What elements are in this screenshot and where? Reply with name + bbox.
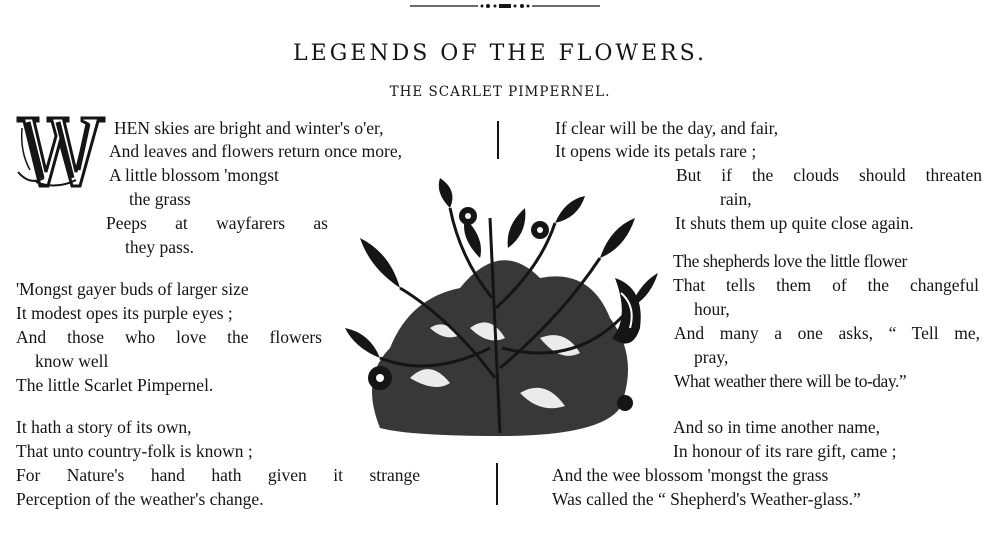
- pimpernel-plant-icon: [340, 178, 660, 440]
- page-title: LEGENDS OF THE FLOWERS.: [293, 41, 707, 66]
- column-rule: [497, 121, 499, 159]
- poem-line: know well: [35, 351, 109, 371]
- poem-line: 'Mongst gayer buds of larger size: [16, 279, 249, 299]
- poem-line: It shuts them up quite close again.: [675, 213, 914, 233]
- poem-line: The little Scarlet Pimpernel.: [16, 375, 214, 395]
- poem-line: It opens wide its petals rare ;: [555, 141, 757, 161]
- poem-line: pray,: [694, 347, 729, 367]
- poem-line: they pass.: [125, 237, 195, 257]
- poem-line: That tells them of the changeful: [673, 275, 979, 295]
- poem-line: For Nature's hand hath given it strange: [16, 465, 420, 485]
- poem-line: the grass: [129, 189, 191, 209]
- poem-line: And those who love the flowers: [16, 327, 322, 347]
- poem-line: If clear will be the day, and fair,: [555, 118, 779, 138]
- poem-line: But if the clouds should threaten: [676, 165, 982, 185]
- ornament-divider-icon: [410, 3, 600, 9]
- poem-line: And so in time another name,: [673, 417, 881, 437]
- column-rule: [496, 463, 498, 505]
- poem-line: rain,: [720, 189, 752, 209]
- poem-line: And leaves and flowers return once more,: [109, 141, 403, 161]
- poem-line: The shepherds love the little flower: [673, 251, 907, 271]
- poem-line: And many a one asks, “ Tell me,: [674, 323, 980, 343]
- poem-line: That unto country-folk is known ;: [16, 441, 253, 461]
- poem-line: In honour of its rare gift, came ;: [673, 441, 897, 461]
- poem-line: What weather there will be to-day.”: [674, 371, 907, 391]
- poem-line: And the wee blossom 'mongst the grass: [552, 465, 829, 485]
- poem-line: Perception of the weather's change.: [16, 489, 264, 509]
- poem-line: Was called the “ Shepherd's Weather-glass.”: [552, 489, 861, 509]
- poem-line: It modest opes its purple eyes ;: [16, 303, 233, 323]
- poem-line: HEN skies are bright and winter's o'er,: [114, 118, 384, 138]
- poem-subtitle: THE SCARLET PIMPERNEL.: [389, 84, 611, 100]
- dropcap-w-icon: [16, 112, 108, 190]
- poem-line: It hath a story of its own,: [16, 417, 192, 437]
- poem-line: hour,: [694, 299, 730, 319]
- poem-line: A little blossom 'mongst: [109, 165, 279, 185]
- poem-line: Peeps at wayfarers as: [106, 213, 328, 233]
